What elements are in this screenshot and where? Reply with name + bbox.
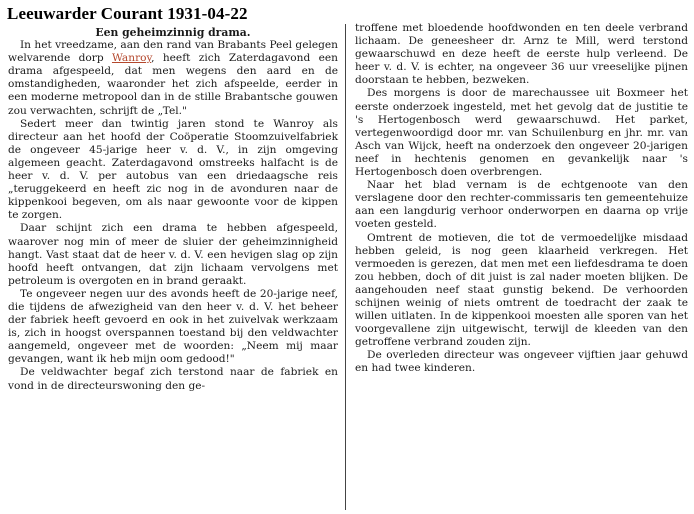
paragraph-6: troffene met bloedende hoofdwonden en ten deele verbrand lichaam. De geneesheer dr. Arnz te Mill, werd terstond gewaarschuwd en deze heeft de eerste hulp verleend. De heer v. d. V. is echter, na ongeveer 36 uur vreeselijke pijnen doorstaan te hebben, bezweken. bbox=[355, 22, 688, 87]
paragraph-10: De overleden directeur was ongeveer vijftien jaar gehuwd en had twee kinderen. bbox=[355, 349, 688, 375]
article-column-right bbox=[355, 22, 688, 376]
paragraph-2: Sedert meer dan twintig jaren stond te Wanroy als directeur aan het hoofd der Coöperatie Stoomzuivelfabriek de ongeveer 45-jarige heer v. d. V., in zijn omgeving algemeen geacht. Zaterdagavond omstreeks halfacht is de heer v. d. V. per autobus van een driedaagsche reis „teruggekeerd en heeft zic nog in de avonduren naar de kippenkooi begeven, om als naar gewoonte voor de kippen te zorgen. bbox=[8, 117, 338, 222]
paragraph-7: Des morgens is door de marechaussee uit Boxmeer het eerste onderzoek ingesteld, met het gevolg dat de justitie te 's Hertogenbosch werd gewaarschuwd. Het parket, vertegenwoordigd door mr. van Schuilenburg en jhr. mr. van Asch van Wijck, heeft na onderzoek den ongeveer 20-jarigen neef in hechtenis genomen en gevankelijk naar 's Hertogenbosch doen overbrengen. bbox=[355, 87, 688, 179]
paragraph-8: Naar het blad vernam is de echtgenoote van den verslagene door den rechter-commissaris ten gemeentehuize aan een langdurig verhoor onderworpen en daarna op vrije voeten gesteld. bbox=[355, 179, 688, 231]
paragraph-5: De veldwachter begaf zich terstond naar de fabriek en vond in de directeurswoning den ge- bbox=[8, 366, 338, 392]
paragraph-4: Te ongeveer negen uur des avonds heeft de 20-jarige neef, die tijdens de afwezigheid van den heer v. d. V. het beheer der fabriek heeft gevoerd en ook in het zuivelvak werkzaam is, zich in hoogst overspannen toestand bij den veldwachter aangemeld, ongeveer met de woorden: „Neem mij maar gevangen, want ik heb mijn oom gedood!" bbox=[8, 287, 338, 366]
article-headline: Een geheimzinnig drama. bbox=[95, 26, 251, 39]
article-column-left bbox=[8, 26, 338, 393]
paragraph-1: In het vreedzame, aan den rand van Brabants Peel gelegen welvarende dorp Wanroy, heeft zich Zaterdagavond een drama afgespeeld, dat men wegens den aard en de omstandigheden, waaronder het zich afspeelde, eerder in een moderne metropool dan in de stille Brabantsche gouwen zou verwachten, schrijft de „Tel." bbox=[8, 39, 338, 117]
masthead: Leeuwarder Courant 1931-04-22 bbox=[7, 4, 248, 23]
paragraph-9: Omtrent de motieven, die tot de vermoedelijke misdaad hebben geleid, is nog geen klaarheid verkregen. Het vermoeden is gerezen, dat men met een liefdesdrama te doen zou hebben, doch of dit juist is zal nader moeten blijken. De aangehouden neef staat gunstig bekend. De verhoorden schijnen weinig of niets omtrent de toedracht der zaak te willen uitlaten. In de kippenkooi moesten alle sporen van het voorgevallene zijn uitgewischt, terwijl de kleeden van den getroffene verbrand zouden zijn. bbox=[355, 231, 688, 349]
paragraph-3: Daar schijnt zich een drama te hebben afgespeeld, waarover nog min of meer de sluier der geheimzinnigheid hangt. Vast staat dat de heer v. d. V. een hevigen slag op zijn hoofd heeft ontvangen, dat zijn lichaam vervolgens met petroleum is overgoten en in brand geraakt. bbox=[8, 222, 338, 287]
highlighted-word: Wanroy bbox=[111, 52, 152, 65]
column-divider bbox=[345, 24, 346, 510]
